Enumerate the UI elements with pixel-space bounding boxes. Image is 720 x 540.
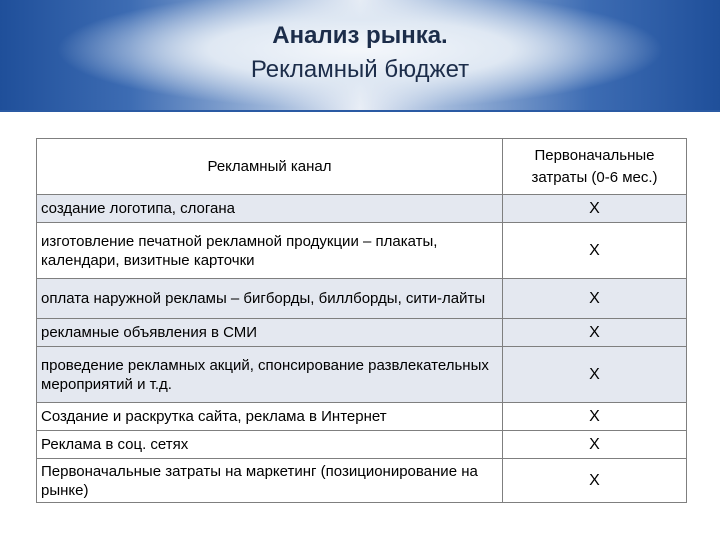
table-row bbox=[37, 403, 687, 431]
channel-cell: Первоначальные затраты на маркетинг (позиционирование на рынке) bbox=[37, 459, 503, 503]
cost-mark-cell: Х bbox=[503, 431, 687, 459]
page-title: Анализ рынка. bbox=[272, 22, 448, 49]
title-banner bbox=[0, 0, 720, 112]
channel-cell: рекламные объявления в СМИ bbox=[37, 319, 503, 347]
table-row bbox=[37, 459, 687, 503]
channel-cell: проведение рекламных акций, спонсирование развлекательных мероприятий и т.д. bbox=[37, 347, 503, 403]
channel-cell: Реклама в соц. сетях bbox=[37, 431, 503, 459]
column-header-costs: Первоначальные затраты (0-6 мес.) bbox=[503, 139, 687, 195]
table-row bbox=[37, 347, 687, 403]
table-row bbox=[37, 319, 687, 347]
table-row bbox=[37, 431, 687, 459]
channel-cell: изготовление печатной рекламной продукции – плакаты, календари, визитные карточки bbox=[37, 223, 503, 279]
cost-mark-cell: Х bbox=[503, 319, 687, 347]
table-header-row bbox=[37, 139, 687, 195]
column-header-channel: Рекламный канал bbox=[37, 139, 503, 195]
cost-mark-cell: Х bbox=[503, 347, 687, 403]
table-row bbox=[37, 279, 687, 319]
page-subtitle: Рекламный бюджет bbox=[250, 56, 470, 83]
channel-cell: оплата наружной рекламы – бигборды, биллборды, сити-лайты bbox=[37, 279, 503, 319]
cost-mark-cell: Х bbox=[503, 459, 687, 503]
cost-mark-cell: Х bbox=[503, 403, 687, 431]
channel-cell: создание логотипа, слогана bbox=[37, 195, 503, 223]
cost-mark-cell: Х bbox=[503, 223, 687, 279]
table-row bbox=[37, 195, 687, 223]
budget-table bbox=[36, 138, 687, 503]
table-row bbox=[37, 223, 687, 279]
cost-mark-cell: Х bbox=[503, 195, 687, 223]
cost-mark-cell: Х bbox=[503, 279, 687, 319]
channel-cell: Создание и раскрутка сайта, реклама в Интернет bbox=[37, 403, 503, 431]
